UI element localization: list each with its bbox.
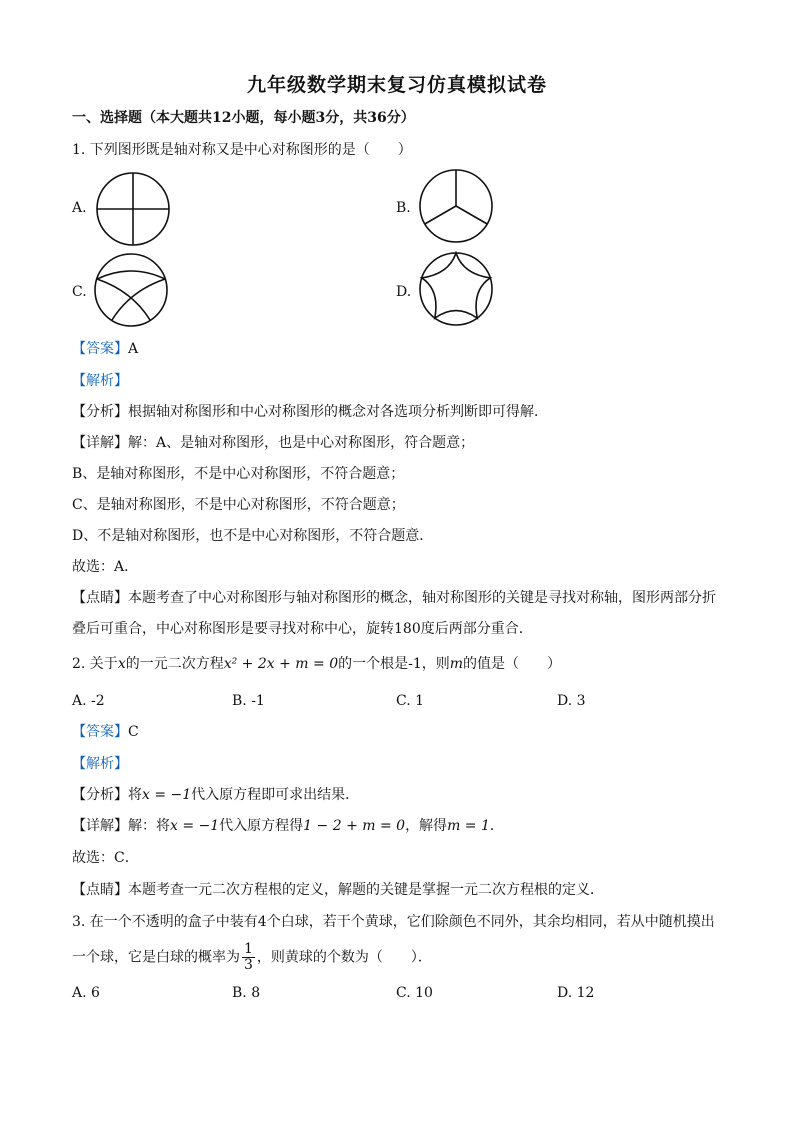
q1-comment: 【点睛】本题考查了中心对称图形与轴对称图形的概念，轴对称图形的关键是寻找对称轴，图形两部分折 — [72, 590, 716, 606]
q2-option-c: C. 1 — [396, 693, 425, 709]
q3-option-c: C. 10 — [396, 985, 433, 1001]
section-heading: 一、选择题（本大题共12小题，每小题3分，共36分） — [72, 110, 415, 126]
q2-option-a: A. -2 — [72, 693, 105, 709]
page-title: 九年级数学期末复习仿真模拟试卷 — [246, 74, 547, 96]
q2-jiexi-tag: 【解析】 — [72, 756, 128, 772]
q1-detail-b: B、是轴对称图形，不是中心对称图形，不符合题意； — [72, 466, 405, 482]
q1-detail: 【详解】解：A、是轴对称图形，也是中心对称图形，符合题意； — [72, 435, 475, 451]
q1-detail-c: C、是轴对称图形，不是中心对称图形，不符合题意； — [72, 497, 405, 513]
q1-answer: 【答案】A — [72, 341, 139, 357]
q1-figure-d — [417, 250, 495, 328]
q1-jiexi-tag: 【解析】 — [72, 373, 128, 389]
q2-choice: 故选：C． — [72, 850, 139, 866]
q1-figure-c — [92, 251, 170, 329]
q3-option-b: B. 8 — [232, 985, 261, 1001]
q3-option-d: D. 12 — [557, 985, 595, 1001]
q1-option-c-label: C. — [72, 284, 87, 300]
q1-detail-d: D、不是轴对称图形，也不是中心对称图形，不符合题意． — [72, 528, 434, 544]
question-3-stem: 3. 在一个不透明的盒子中装有4个白球，若干个黄球，它们除颜色不同外，其余均相同，若从中随机摸出 — [72, 914, 715, 930]
question-3-stem-cont: 一个球，它是白球的概率为 $\frac{1}{3}$ ，则黄球的个数为（ ）． — [72, 941, 432, 973]
q1-choice: 故选：A． — [72, 559, 139, 575]
q1-figure-a — [94, 170, 172, 248]
question-1-stem: 1. 下列图形既是轴对称又是中心对称图形的是（ ） — [72, 142, 412, 158]
q2-detail: 【详解】解：将x = −1代入原方程得1 − 2 + m = 0，解得m = 1． — [72, 818, 504, 834]
probability-fraction: $\frac{1}{3}$ — [244, 941, 253, 973]
q1-comment-cont: 叠后可重合，中心对称图形是要寻找对称中心，旋转180度后两部分重合． — [72, 621, 533, 637]
q2-comment: 【点睛】本题考查一元二次方程根的定义，解题的关键是掌握一元二次方程根的定义． — [72, 882, 604, 898]
q1-figure-b — [417, 167, 495, 245]
q2-option-d: D. 3 — [557, 693, 586, 709]
q1-analysis: 【分析】根据轴对称图形和中心对称图形的概念对各选项分析判断即可得解． — [72, 404, 548, 420]
q1-option-b-label: B. — [396, 200, 411, 216]
question-2-stem: 2. 关于x的一元二次方程x² + 2x + m = 0的一个根是-1，则m的值是（ ） — [72, 656, 562, 672]
q3-option-a: A. 6 — [72, 985, 100, 1001]
q2-analysis: 【分析】将x = −1代入原方程即可求出结果． — [72, 787, 360, 803]
q2-option-b: B. -1 — [232, 693, 265, 709]
q1-option-d-label: D. — [396, 284, 412, 300]
q2-answer: 【答案】C — [72, 724, 139, 740]
q1-option-a-label: A. — [72, 200, 87, 216]
